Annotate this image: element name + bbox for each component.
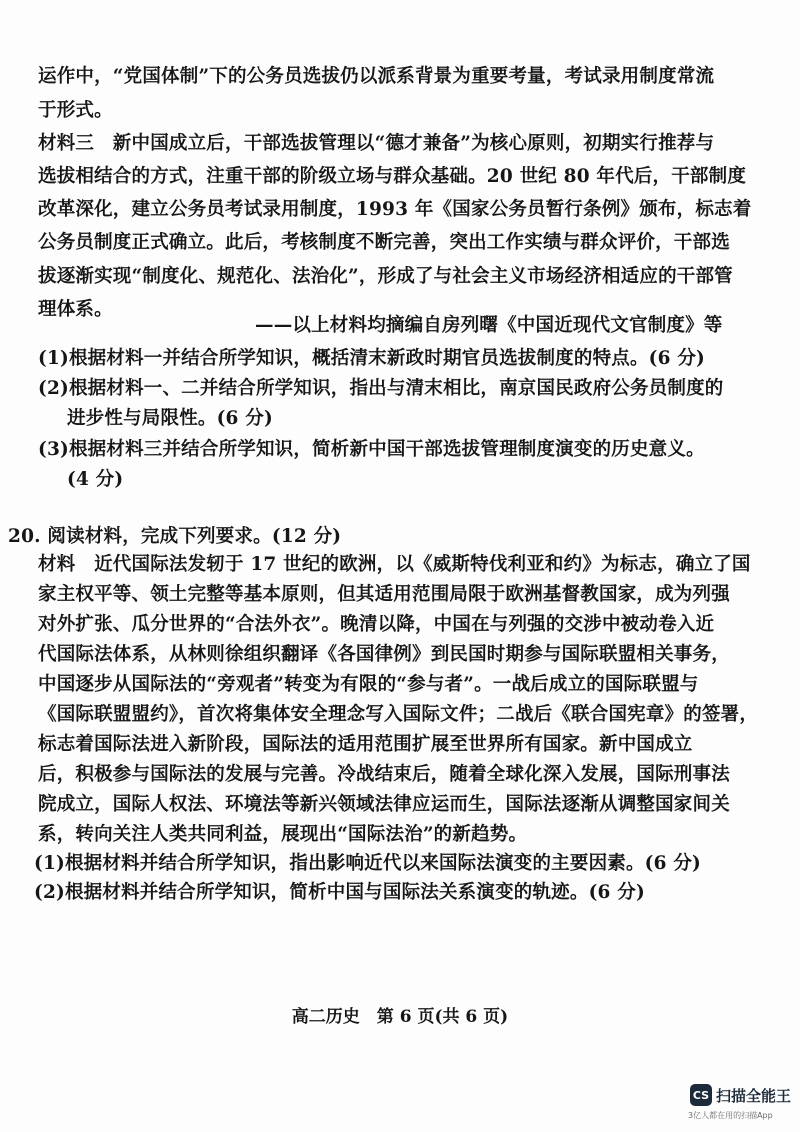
text-line: 材料 近代国际法发轫于 17 世纪的欧洲，以《威斯特伐利亚和约》为标志，确立了国 (38, 554, 751, 575)
question-20-2: (2)根据材料并结合所学知识，简析中国与国际法关系演变的轨迹。(6 分) (34, 882, 645, 903)
watermark-name: 扫描全能王 (716, 1086, 792, 1105)
text-line: 材料三 新中国成立后，干部选拔管理以“德才兼备”为核心原则，初期实行推荐与 (38, 133, 715, 154)
text-line: 改革深化，建立公务员考试录用制度，1993 年《国家公务员暂行条例》颁布，标志着 (38, 199, 752, 220)
question-19-3: (3)根据材料三并结合所学知识，简析新中国干部选拔管理制度演变的历史意义。 (38, 439, 705, 460)
watermark-tagline: 3亿人都在用的扫描App (688, 1111, 773, 1120)
text-line: 后，积极参与国际法的发展与完善。冷战结束后，随着全球化深入发展，国际刑事法 (38, 764, 730, 785)
text-line: 理体系。 (38, 299, 113, 320)
text-line: 选拔相结合的方式，注重干部的阶级立场与群众基础。20 世纪 80 年代后，干部制度 (38, 166, 747, 187)
question-19-3-cont: (4 分) (67, 469, 124, 490)
question-20-1: (1)根据材料并结合所学知识，指出影响近代以来国际法演变的主要因素。(6 分) (34, 853, 702, 874)
text-line: 家主权平等、领土完整等基本原则，但其适用范围局限于欧洲基督教国家，成为列强 (38, 584, 730, 605)
source-citation: ——以上材料均摘编自房列曙《中国近现代文官制度》等 (255, 315, 723, 336)
text-line: 运作中，“党国体制”下的公务员选拔仍以派系背景为重要考量，考试录用制度常流 (38, 66, 715, 87)
text-line: 代国际法体系，从林则徐组织翻译《各国律例》到民国时期参与国际联盟相关事务， (38, 644, 730, 665)
question-20-heading: 20. 阅读材料，完成下列要求。(12 分) (8, 526, 342, 547)
text-line: 《国际联盟盟约》，首次将集体安全理念写入国际文件；二战后《联合国宪章》的签署， (38, 704, 759, 725)
text-line: 中国逐步从国际法的“旁观者”转变为有限的“参与者”。一战后成立的国际联盟与 (38, 674, 699, 695)
question-19-1: (1)根据材料一并结合所学知识，概括清末新政时期官员选拔制度的特点。(6 分) (38, 348, 706, 369)
camscanner-logo-icon: CS (690, 1084, 712, 1106)
text-line: 标志着国际法进入新阶段，国际法的适用范围扩展至世界所有国家。新中国成立 (38, 734, 693, 755)
text-line: 系，转向关注人类共同利益，展现出“国际法治”的新趋势。 (38, 824, 528, 845)
text-line: 于形式。 (38, 100, 113, 121)
text-line: 院成立，国际人权法、环境法等新兴领域法律应运而生，国际法逐渐从调整国家间关 (38, 794, 730, 815)
question-19-2: (2)根据材料一、二并结合所学知识，指出与清末相比，南京国民政府公务员制度的 (38, 378, 724, 399)
text-line: 对外扩张、瓜分世界的“合法外衣”。晚清以降，中国在与列强的交涉中被动卷入近 (38, 614, 715, 635)
text-line: 公务员制度正式确立。此后，考核制度不断完善，突出工作实绩与群众评价，干部选 (38, 232, 730, 253)
page-footer: 高二历史 第 6 页(共 6 页) (291, 1007, 509, 1027)
question-19-2-cont: 进步性与局限性。(6 分) (67, 408, 273, 429)
scanner-watermark (690, 1084, 791, 1106)
text-line: 拔逐渐实现“制度化、规范化、法治化”，形成了与社会主义市场经济相适应的干部管 (38, 266, 733, 287)
